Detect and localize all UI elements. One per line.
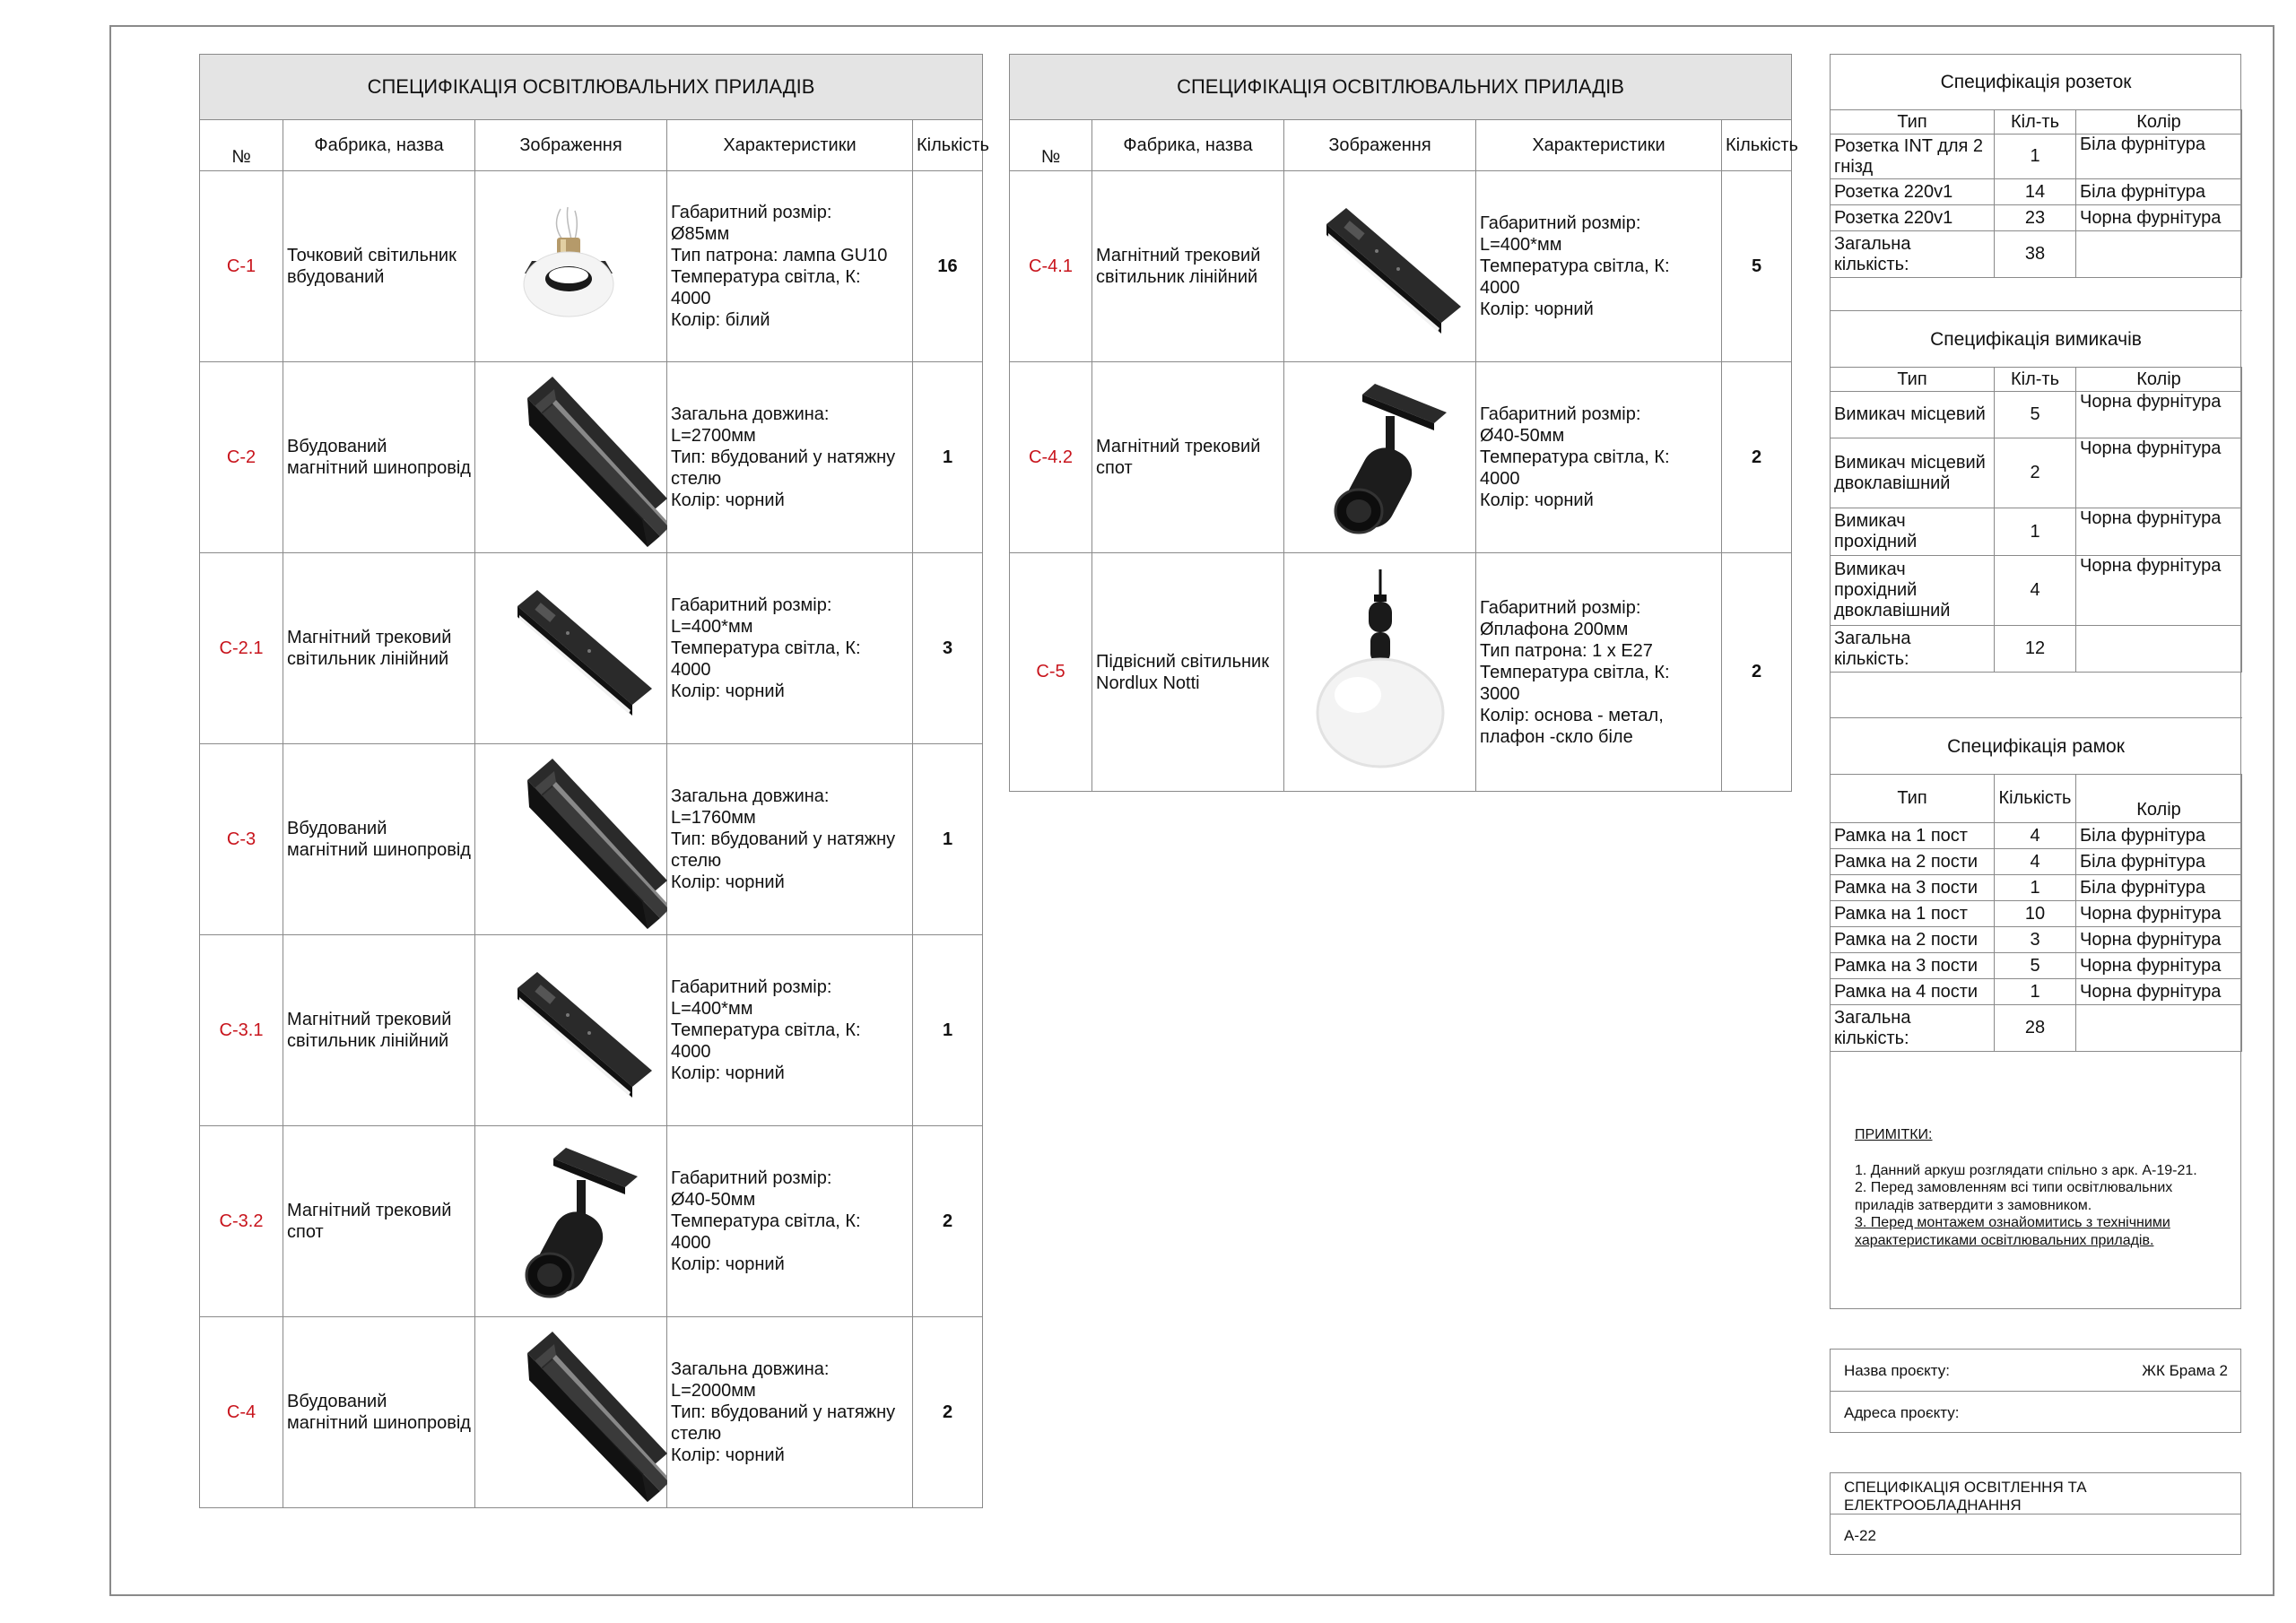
table-row bbox=[1831, 875, 2242, 901]
switch-qty: 1 bbox=[1995, 508, 2076, 556]
header-name: Фабрика, назва bbox=[1092, 120, 1284, 171]
frame-color: Біла фурнітура bbox=[2076, 875, 2242, 901]
socket-type: Розетка 220v1 bbox=[1831, 205, 1995, 231]
item-quantity: 1 bbox=[913, 744, 983, 935]
total-row bbox=[1831, 1005, 2242, 1052]
item-quantity: 2 bbox=[913, 1126, 983, 1317]
project-name-label: Назва проєкту: bbox=[1844, 1362, 1950, 1379]
table-row bbox=[1831, 901, 2242, 927]
total-label: Загальна кількість: bbox=[1831, 626, 1995, 673]
item-quantity: 2 bbox=[1722, 362, 1792, 553]
linear-track-light-icon bbox=[475, 553, 667, 744]
item-code: С-4.1 bbox=[1010, 171, 1092, 362]
item-code: С-2.1 bbox=[200, 553, 283, 744]
total-value: 38 bbox=[1995, 231, 2076, 278]
frame-color: Чорна фурнітура bbox=[2076, 979, 2242, 1005]
item-name: Точковий світильник вбудований bbox=[283, 171, 475, 362]
item-quantity: 1 bbox=[913, 362, 983, 553]
table-row bbox=[1831, 508, 2242, 556]
item-characteristics: Габаритний розмір: Ø40-50мм Температура світла, К: 4000 Колір: чорний bbox=[1476, 362, 1722, 553]
sheet-title-box bbox=[1830, 1472, 2241, 1555]
item-name: Вбудований магнітний шинопровід bbox=[283, 744, 475, 935]
sockets-table bbox=[1830, 54, 2242, 278]
frame-type: Рамка на 2 пости bbox=[1831, 849, 1995, 875]
item-quantity: 3 bbox=[913, 553, 983, 744]
header-qty: Кіл-ть bbox=[1995, 368, 2076, 392]
item-quantity: 5 bbox=[1722, 171, 1792, 362]
switch-type: Вимикач прохідний bbox=[1831, 508, 1995, 556]
frame-color: Чорна фурнітура bbox=[2076, 901, 2242, 927]
frame-type: Рамка на 1 пост bbox=[1831, 823, 1995, 849]
socket-qty: 14 bbox=[1995, 179, 2076, 205]
item-code: С-5 bbox=[1010, 553, 1092, 792]
item-name: Магнітний трековий спот bbox=[283, 1126, 475, 1317]
linear-track-light-icon bbox=[1284, 171, 1476, 362]
total-row bbox=[1831, 626, 2242, 673]
item-quantity: 2 bbox=[1722, 553, 1792, 792]
switches-title: Специфікація вимикачів bbox=[1831, 311, 2242, 368]
magnetic-track-rail-icon bbox=[475, 744, 667, 935]
frame-qty: 5 bbox=[1995, 953, 2076, 979]
lighting-spec-table-right bbox=[1009, 54, 1798, 792]
header-qty: Кількість bbox=[1995, 775, 2076, 823]
frame-type: Рамка на 1 пост bbox=[1831, 901, 1995, 927]
note-item: 3. Перед монтажем ознайомитись з технічними характеристиками освітлювальних приладів. bbox=[1855, 1215, 2170, 1248]
notes-title: ПРИМІТКИ: bbox=[1855, 1127, 1933, 1142]
item-quantity: 2 bbox=[913, 1317, 983, 1508]
frames-title: Специфікація рамок bbox=[1831, 718, 2242, 775]
project-address-label: Адреса проєкту: bbox=[1844, 1404, 1960, 1421]
notes-block bbox=[1855, 1126, 2231, 1249]
frame-type: Рамка на 3 пости bbox=[1831, 953, 1995, 979]
header-number: № bbox=[1010, 120, 1092, 171]
table-row bbox=[200, 1126, 983, 1317]
note-item: 2. Перед замовленням всі типи освітлювальних приладів затвердити з замовником. bbox=[1855, 1180, 2173, 1213]
table-row bbox=[1831, 179, 2242, 205]
table-row bbox=[200, 553, 983, 744]
item-characteristics: Габаритний розмір: L=400*мм Температура світла, К: 4000 Колір: чорний bbox=[667, 553, 913, 744]
item-characteristics: Габаритний розмір: L=400*мм Температура світла, К: 4000 Колір: чорний bbox=[667, 935, 913, 1126]
table-row bbox=[200, 1317, 983, 1508]
switch-color: Чорна фурнітура bbox=[2076, 392, 2242, 438]
project-name-value: ЖК Брама 2 bbox=[2142, 1362, 2228, 1379]
item-name: Підвісний світильник Nordlux Notti bbox=[1092, 553, 1284, 792]
socket-type: Розетка INT для 2 гнізд bbox=[1831, 135, 1995, 179]
switch-type: Вимикач місцевий двоклавішний bbox=[1831, 438, 1995, 508]
header-quantity: Кількість bbox=[913, 120, 983, 171]
switch-qty: 5 bbox=[1995, 392, 2076, 438]
table-row bbox=[1831, 135, 2242, 179]
item-quantity: 1 bbox=[913, 935, 983, 1126]
item-name: Магнітний трековий світильник лінійний bbox=[1092, 171, 1284, 362]
item-characteristics: Загальна довжина: L=2700мм Тип: вбудований у натяжну стелю Колір: чорний bbox=[667, 362, 913, 553]
switch-type: Вимикач місцевий bbox=[1831, 392, 1995, 438]
frames-table bbox=[1830, 717, 2242, 1052]
table-row bbox=[1831, 438, 2242, 508]
total-label: Загальна кількість: bbox=[1831, 231, 1995, 278]
note-item: 1. Данний аркуш розглядати спільно з арк. А-19-21. bbox=[1855, 1162, 2197, 1178]
switch-color: Чорна фурнітура bbox=[2076, 508, 2242, 556]
item-code: С-3.2 bbox=[200, 1126, 283, 1317]
socket-color: Біла фурнітура bbox=[2076, 179, 2242, 205]
header-characteristics: Характеристики bbox=[667, 120, 913, 171]
item-characteristics: Загальна довжина: L=2000мм Тип: вбудований у натяжну стелю Колір: чорний bbox=[667, 1317, 913, 1508]
project-address-row bbox=[1831, 1391, 2240, 1432]
item-name: Вбудований магнітний шинопровід bbox=[283, 1317, 475, 1508]
item-characteristics: Габаритний розмір: Ø85мм Тип патрона: лампа GU10 Температура світла, К: 4000 Колір: білий bbox=[667, 171, 913, 362]
socket-color: Чорна фурнітура bbox=[2076, 205, 2242, 231]
header-name: Фабрика, назва bbox=[283, 120, 475, 171]
header-type: Тип bbox=[1831, 110, 1995, 135]
switch-qty: 2 bbox=[1995, 438, 2076, 508]
item-code: С-3 bbox=[200, 744, 283, 935]
item-name: Магнітний трековий світильник лінійний bbox=[283, 553, 475, 744]
total-label: Загальна кількість: bbox=[1831, 1005, 1995, 1052]
table-row bbox=[1831, 205, 2242, 231]
switch-qty: 4 bbox=[1995, 556, 2076, 626]
switch-type: Вимикач прохідний двоклавішний bbox=[1831, 556, 1995, 626]
item-code: С-2 bbox=[200, 362, 283, 553]
item-characteristics: Габаритний розмір: L=400*мм Температура світла, К: 4000 Колір: чорний bbox=[1476, 171, 1722, 362]
table-row bbox=[1831, 927, 2242, 953]
project-info-box bbox=[1830, 1349, 2241, 1433]
recessed-spotlight-icon bbox=[475, 171, 667, 362]
magnetic-track-rail-icon bbox=[475, 1317, 667, 1508]
header-characteristics: Характеристики bbox=[1476, 120, 1722, 171]
header-type: Тип bbox=[1831, 368, 1995, 392]
header-image: Зображення bbox=[1284, 120, 1476, 171]
header-color: Колір bbox=[2076, 110, 2242, 135]
frame-qty: 4 bbox=[1995, 849, 2076, 875]
item-code: С-4.2 bbox=[1010, 362, 1092, 553]
frame-type: Рамка на 4 пости bbox=[1831, 979, 1995, 1005]
socket-qty: 1 bbox=[1995, 135, 2076, 179]
table-row bbox=[200, 171, 983, 362]
frame-type: Рамка на 3 пости bbox=[1831, 875, 1995, 901]
switches-table bbox=[1830, 310, 2242, 673]
frame-color: Чорна фурнітура bbox=[2076, 927, 2242, 953]
frame-color: Біла фурнітура bbox=[2076, 849, 2242, 875]
socket-qty: 23 bbox=[1995, 205, 2076, 231]
frame-qty: 3 bbox=[1995, 927, 2076, 953]
table-title: СПЕЦИФІКАЦІЯ ОСВІТЛЮВАЛЬНИХ ПРИЛАДІВ bbox=[1010, 55, 1792, 120]
table-title: СПЕЦИФІКАЦІЯ ОСВІТЛЮВАЛЬНИХ ПРИЛАДІВ bbox=[200, 55, 983, 120]
table-row bbox=[1010, 553, 1792, 792]
magnetic-track-rail-icon bbox=[475, 362, 667, 553]
frame-color: Біла фурнітура bbox=[2076, 823, 2242, 849]
item-code: С-1 bbox=[200, 171, 283, 362]
socket-color: Біла фурнітура bbox=[2076, 135, 2242, 179]
item-characteristics: Загальна довжина: L=1760мм Тип: вбудований у натяжну стелю Колір: чорний bbox=[667, 744, 913, 935]
frame-type: Рамка на 2 пости bbox=[1831, 927, 1995, 953]
table-row bbox=[1831, 849, 2242, 875]
switch-color: Чорна фурнітура bbox=[2076, 438, 2242, 508]
item-characteristics: Габаритний розмір: Øплафона 200мм Тип патрона: 1 х Е27 Температура світла, К: 3000 Колір: основа - метал, плафон -скло біле bbox=[1476, 553, 1722, 792]
header-color: Колір bbox=[2076, 368, 2242, 392]
frame-qty: 4 bbox=[1995, 823, 2076, 849]
total-row bbox=[1831, 231, 2242, 278]
sockets-title: Специфікація розеток bbox=[1831, 54, 2242, 110]
item-quantity: 16 bbox=[913, 171, 983, 362]
linear-track-light-icon bbox=[475, 935, 667, 1126]
frame-qty: 10 bbox=[1995, 901, 2076, 927]
item-name: Вбудований магнітний шинопровід bbox=[283, 362, 475, 553]
table-row bbox=[1831, 823, 2242, 849]
table-row bbox=[1010, 171, 1792, 362]
track-spot-icon bbox=[1284, 362, 1476, 553]
item-name: Магнітний трековий світильник лінійний bbox=[283, 935, 475, 1126]
item-code: С-3.1 bbox=[200, 935, 283, 1126]
socket-type: Розетка 220v1 bbox=[1831, 179, 1995, 205]
item-code: С-4 bbox=[200, 1317, 283, 1508]
pendant-globe-lamp-icon bbox=[1284, 553, 1476, 792]
table-row bbox=[1831, 953, 2242, 979]
table-row bbox=[200, 362, 983, 553]
project-name-row bbox=[1831, 1350, 2240, 1391]
table-row bbox=[200, 744, 983, 935]
header-qty: Кіл-ть bbox=[1995, 110, 2076, 135]
table-row bbox=[200, 935, 983, 1126]
table-row bbox=[1831, 556, 2242, 626]
frame-color: Чорна фурнітура bbox=[2076, 953, 2242, 979]
track-spot-icon bbox=[475, 1126, 667, 1317]
total-value: 28 bbox=[1995, 1005, 2076, 1052]
sheet-code: А-22 bbox=[1844, 1527, 1876, 1544]
header-color: Колір bbox=[2076, 775, 2242, 823]
item-name: Магнітний трековий спот bbox=[1092, 362, 1284, 553]
item-characteristics: Габаритний розмір: Ø40-50мм Температура світла, К: 4000 Колір: чорний bbox=[667, 1126, 913, 1317]
header-type: Тип bbox=[1831, 775, 1995, 823]
header-image: Зображення bbox=[475, 120, 667, 171]
switch-color: Чорна фурнітура bbox=[2076, 556, 2242, 626]
frame-qty: 1 bbox=[1995, 979, 2076, 1005]
header-number: № bbox=[200, 120, 283, 171]
lighting-spec-table-left bbox=[199, 54, 989, 1508]
table-row bbox=[1831, 979, 2242, 1005]
total-value: 12 bbox=[1995, 626, 2076, 673]
table-row bbox=[1831, 392, 2242, 438]
table-row bbox=[1010, 362, 1792, 553]
header-quantity: Кількість bbox=[1722, 120, 1792, 171]
sheet-title: СПЕЦИФІКАЦІЯ ОСВІТЛЕННЯ ТА ЕЛЕКТРООБЛАДНАННЯ bbox=[1831, 1473, 2240, 1515]
frame-qty: 1 bbox=[1995, 875, 2076, 901]
